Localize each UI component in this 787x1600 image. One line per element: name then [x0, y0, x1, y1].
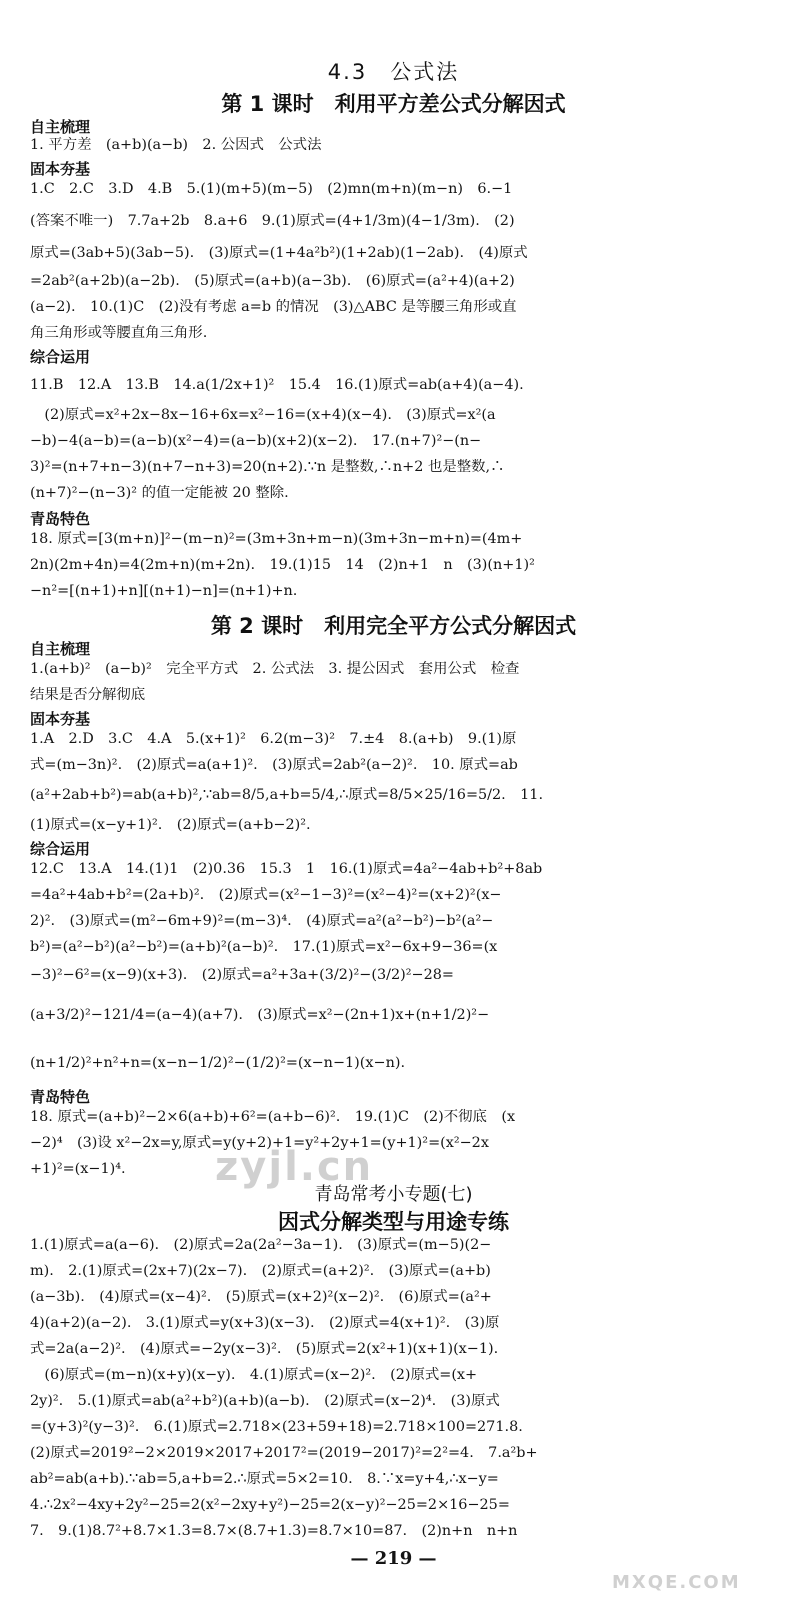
answer-line: (6)原式=(m−n)(x+y)(x−y). 4.(1)原式=(x−2)². (2)原式=(x+	[30, 1367, 478, 1383]
lesson-1-title: 第 1 课时 利用平方差公式分解因式	[221, 92, 566, 116]
answer-line: 3)²=(n+7+n−3)(n+7−n+3)=20(n+2).∵n 是整数,∴n+2 也是整数,∴	[30, 459, 505, 475]
watermark-corner: MXQE.COM	[612, 1572, 741, 1593]
section-heading: 自主梳理	[30, 640, 91, 658]
chapter-title: 4.3 公式法	[327, 60, 460, 84]
answer-line: (a+3/2)²−121/4=(a−4)(a+7). (3)原式=x²−(2n+1)x+(n+1/2)²−	[30, 1007, 490, 1023]
section-heading: 综合运用	[30, 840, 91, 858]
answer-line: 2)². (3)原式=(m²−6m+9)²=(m−3)⁴. (4)原式=a²(a²−b²)−b²(a²−	[30, 913, 494, 929]
watermark-logo: zyjl.cn	[215, 1144, 374, 1190]
answer-line: (n+7)²−(n−3)² 的值一定能被 20 整除.	[30, 485, 289, 501]
answer-line: 1. 平方差 (a+b)(a−b) 2. 公因式 公式法	[30, 137, 322, 153]
answer-line: 角三角形或等腰直角三角形.	[30, 325, 208, 341]
answer-line: 4.∴2x²−4xy+2y²−25=2(x²−2xy+y²)−25=2(x−y)²−25=2×16−25=	[30, 1497, 510, 1513]
answer-line: 11.B 12.A 13.B 14.a(1/2x+1)² 15.4 16.(1)原式=ab(a+4)(a−4).	[30, 377, 524, 393]
answer-line: 4)(a+2)(a−2). 3.(1)原式=y(x+3)(x−3). (2)原式=4(x+1)². (3)原	[30, 1315, 500, 1331]
answer-line: (n+1/2)²+n²+n=(x−n−1/2)²−(1/2)²=(x−n−1)(x−n).	[30, 1055, 406, 1071]
section-heading: 青岛特色	[30, 1088, 91, 1106]
answer-line: −b)−4(a−b)=(a−b)(x²−4)=(a−b)(x+2)(x−2). 17.(n+7)²−(n−	[30, 433, 482, 449]
answer-line: (a−3b). (4)原式=(x−4)². (5)原式=(x+2)²(x−2)². (6)原式=(a²+	[30, 1289, 492, 1305]
answer-line: 18. 原式=(a+b)²−2×6(a+b)+6²=(a+b−6)². 19.(1)C (2)不彻底 (x	[30, 1109, 516, 1125]
answer-line: m). 2.(1)原式=(2x+7)(2x−7). (2)原式=(a+2)². (3)原式=(a+b)	[30, 1263, 491, 1279]
answer-line: 18. 原式=[3(m+n)]²−(m−n)²=(3m+3n+m−n)(3m+3n−m+n)=(4m+	[30, 531, 523, 547]
answer-line: 结果是否分解彻底	[30, 687, 146, 703]
answer-line: (a²+2ab+b²)=ab(a+b)²,∵ab=8/5,a+b=5/4,∴原式=8/5×25/16=5/2. 11.	[30, 787, 544, 803]
answer-line: (2)原式=2019²−2×2019×2017+2017²=(2019−2017)²=2²=4. 7.a²b+	[30, 1445, 538, 1461]
answer-line: (1)原式=(x−y+1)². (2)原式=(a+b−2)².	[30, 817, 311, 833]
answer-line: 12.C 13.A 14.(1)1 (2)0.36 15.3 1 16.(1)原式=4a²−4ab+b²+8ab	[30, 861, 543, 877]
topic-title: 因式分解类型与用途专练	[278, 1210, 509, 1234]
answer-line: (答案不唯一) 7.7a+2b 8.a+6 9.(1)原式=(4+1/3m)(4−1/3m). (2)	[30, 213, 515, 229]
answer-line: 1.A 2.D 3.C 4.A 5.(x+1)² 6.2(m−3)² 7.±4 8.(a+b) 9.(1)原	[30, 731, 517, 747]
answer-line: 式=2a(a−2)². (4)原式=−2y(x−3)². (5)原式=2(x²+1)(x+1)(x−1).	[30, 1341, 499, 1357]
answer-line: 2y)². 5.(1)原式=ab(a²+b²)(a+b)(a−b). (2)原式=(x−2)⁴. (3)原式	[30, 1393, 500, 1409]
answer-line: −3)²−6²=(x−9)(x+3). (2)原式=a²+3a+(3/2)²−(3/2)²−28=	[30, 967, 454, 983]
answer-line: (a−2). 10.(1)C (2)没有考虑 a=b 的情况 (3)△ABC 是等腰三角形或直	[30, 299, 517, 315]
answer-line: b²)=(a²−b²)(a²−b²)=(a+b)²(a−b)². 17.(1)原式=x²−6x+9−36=(x	[30, 939, 498, 955]
lesson-2-title: 第 2 课时 利用完全平方公式分解因式	[210, 614, 577, 638]
answer-line: +1)²=(x−1)⁴.	[30, 1161, 126, 1177]
answer-line: 原式=(3ab+5)(3ab−5). (3)原式=(1+4a²b²)(1+2ab)(1−2ab). (4)原式	[30, 245, 528, 261]
answer-line: =2ab²(a+2b)(a−2b). (5)原式=(a+b)(a−3b). (6)原式=(a²+4)(a+2)	[30, 273, 515, 289]
section-heading: 固本夯基	[30, 160, 91, 178]
answer-line: 式=(m−3n)². (2)原式=a(a+1)². (3)原式=2ab²(a−2)². 10. 原式=ab	[30, 757, 518, 773]
answer-line: 2n)(2m+4n)=4(2m+n)(m+2n). 19.(1)15 14 (2)n+1 n (3)(n+1)²	[30, 557, 535, 573]
section-heading: 综合运用	[30, 348, 91, 366]
answer-line: =4a²+4ab+b²=(2a+b)². (2)原式=(x²−1−3)²=(x²−4)²=(x+2)²(x−	[30, 887, 502, 903]
answer-line: 1.(1)原式=a(a−6). (2)原式=2a(2a²−3a−1). (3)原式=(m−5)(2−	[30, 1237, 492, 1253]
answer-line: −n²=[(n+1)+n][(n+1)−n]=(n+1)+n.	[30, 583, 298, 599]
section-heading: 青岛特色	[30, 510, 91, 528]
answer-line: 7. 9.(1)8.7²+8.7×1.3=8.7×(8.7+1.3)=8.7×10=87. (2)n+n n+n	[30, 1523, 518, 1539]
answer-line: 1.C 2.C 3.D 4.B 5.(1)(m+5)(m−5) (2)mn(m+n)(m−n) 6.−1	[30, 181, 513, 197]
section-heading: 自主梳理	[30, 118, 91, 136]
answer-line: ab²=ab(a+b).∵ab=5,a+b=2.∴原式=5×2=10. 8.∵x=y+4,∴x−y=	[30, 1471, 499, 1487]
page-number: — 219 —	[350, 1548, 437, 1569]
answer-line: =(y+3)²(y−3)². 6.(1)原式=2.718×(23+59+18)=2.718×100=271.8.	[30, 1419, 523, 1435]
section-heading: 固本夯基	[30, 710, 91, 728]
topic-label: 青岛常考小专题(七)	[314, 1184, 473, 1205]
answer-line: (2)原式=x²+2x−8x−16+6x=x²−16=(x+4)(x−4). (3)原式=x²(a	[30, 407, 496, 423]
answer-line: −2)⁴ (3)设 x²−2x=y,原式=y(y+2)+1=y²+2y+1=(y+1)²=(x²−2x	[30, 1135, 489, 1151]
answer-line: 1.(a+b)² (a−b)² 完全平方式 2. 公式法 3. 提公因式 套用公式 检查	[30, 661, 520, 677]
